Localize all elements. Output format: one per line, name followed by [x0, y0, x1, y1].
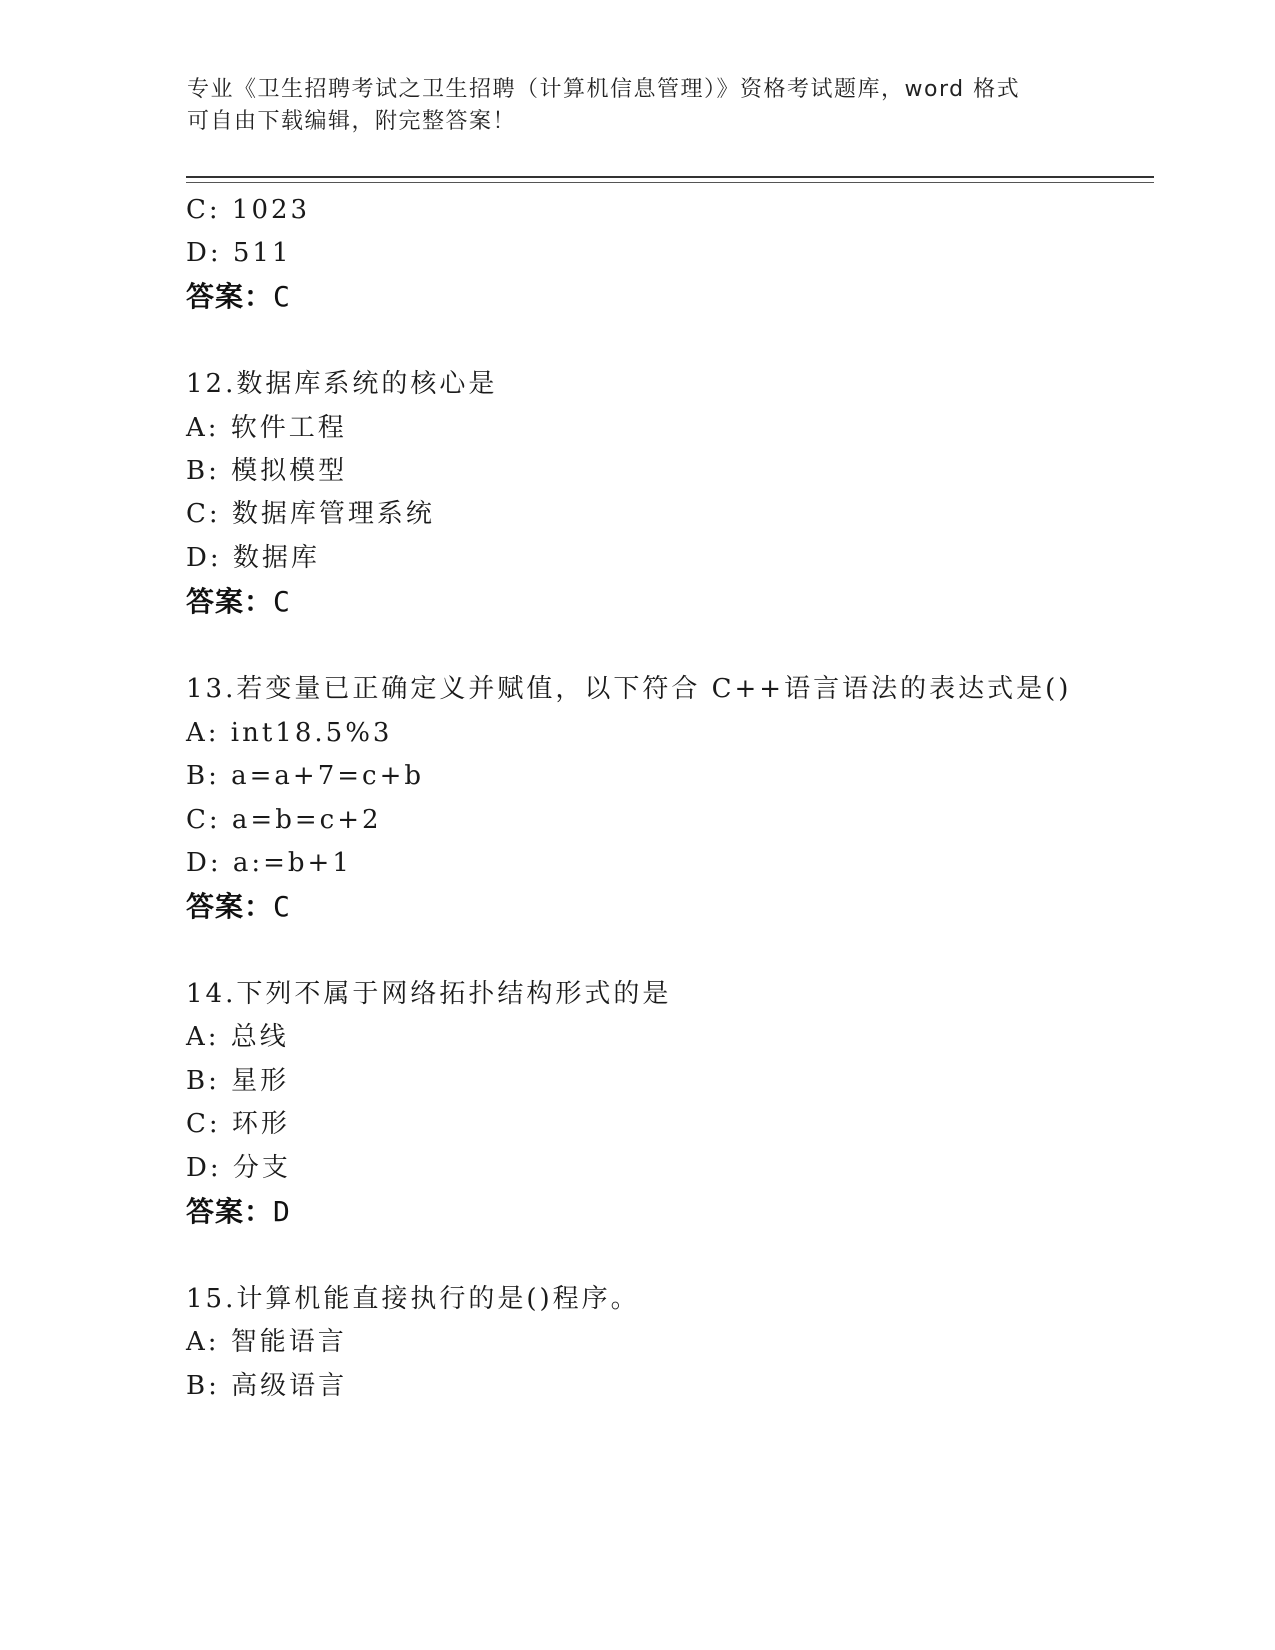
option-b: B: a=a+7=c+b — [186, 761, 425, 791]
answer-value: C — [273, 585, 291, 618]
option-c: C: a=b=c+2 — [186, 805, 382, 835]
answer-value: C — [273, 890, 291, 923]
option-a: A: 总线 — [186, 1022, 289, 1052]
option-c: C: 数据库管理系统 — [186, 499, 435, 529]
option-c: C: 环形 — [186, 1109, 290, 1139]
option-c: C: 1023 — [186, 195, 311, 225]
document-header — [187, 74, 1067, 138]
question-stem: 15.计算机能直接执行的是()程序。 — [186, 1284, 640, 1314]
answer-label: 答案： — [186, 280, 274, 313]
answer-value: C — [273, 280, 291, 313]
option-d: D: a:=b+1 — [186, 848, 352, 878]
option-d: D: 分支 — [186, 1153, 291, 1183]
answer-label: 答案： — [186, 890, 274, 923]
answer-label: 答案： — [186, 1195, 274, 1228]
header-divider-thick — [186, 176, 1154, 178]
header-line-1: 专业《卫生招聘考试之卫生招聘（计算机信息管理）》资格考试题库，word 格式 — [187, 77, 1021, 102]
option-b: B: 模拟模型 — [186, 456, 348, 486]
answer-label: 答案： — [186, 585, 274, 618]
option-b: B: 高级语言 — [186, 1371, 348, 1401]
header-line-2: 可自由下载编辑，附完整答案！ — [187, 109, 517, 134]
answer-value: D — [273, 1195, 291, 1228]
option-b: B: 星形 — [186, 1066, 290, 1096]
question-stem: 14.下列不属于网络拓扑结构形式的是 — [186, 979, 672, 1009]
option-a: A: int18.5%3 — [186, 718, 393, 748]
question-stem: 12.数据库系统的核心是 — [186, 369, 498, 399]
option-a: A: 智能语言 — [186, 1327, 347, 1357]
answer-line — [186, 890, 291, 924]
option-d: D: 数据库 — [186, 543, 320, 573]
option-d: D: 511 — [186, 238, 292, 268]
header-divider-thin — [186, 182, 1154, 183]
option-a: A: 软件工程 — [186, 413, 347, 443]
answer-line — [186, 585, 291, 619]
question-stem: 13.若变量已正确定义并赋值，以下符合 C++语言语法的表达式是() — [186, 674, 1072, 704]
answer-line — [186, 1195, 291, 1229]
answer-line — [186, 280, 291, 314]
